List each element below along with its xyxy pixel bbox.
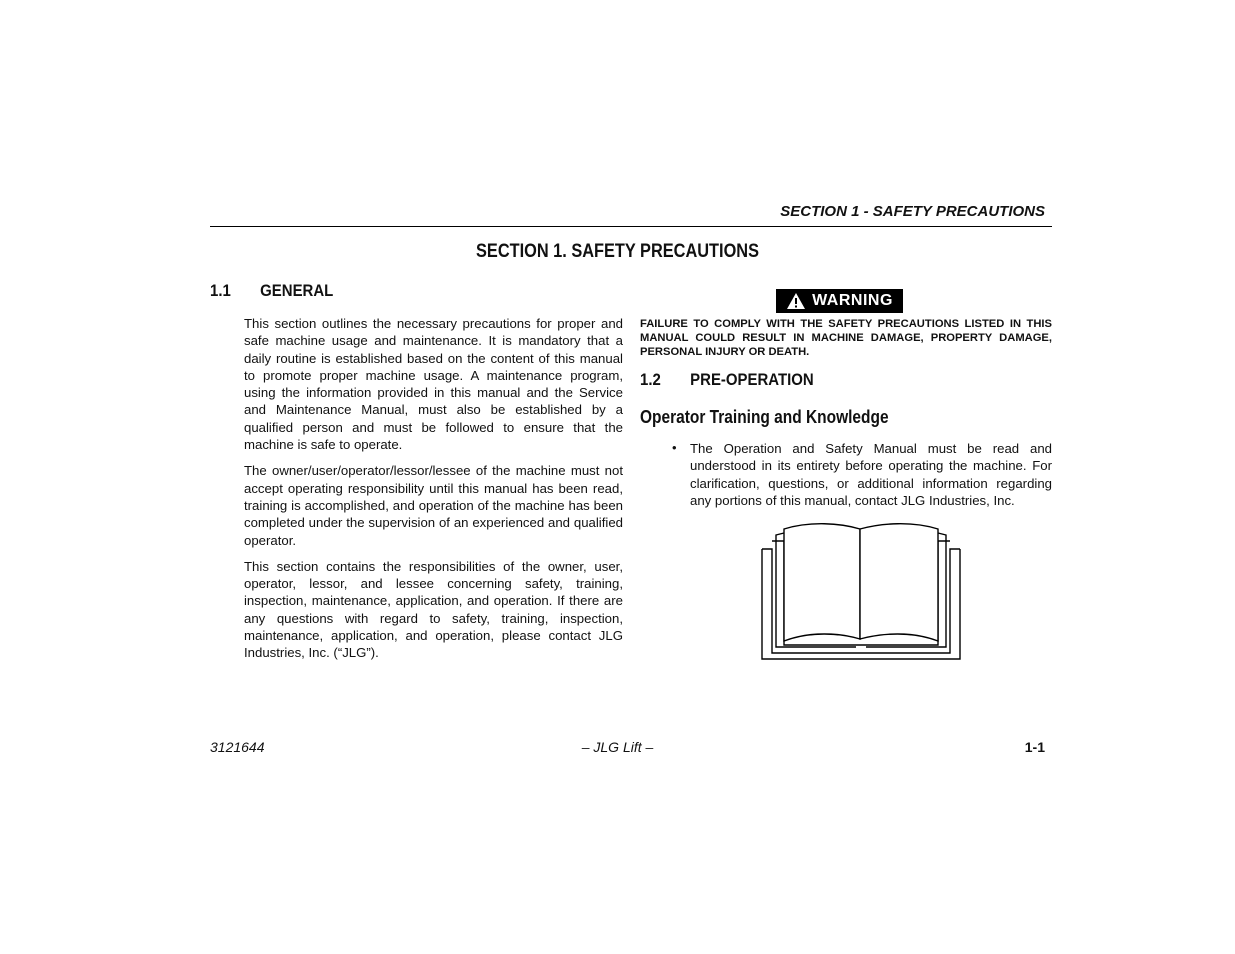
section-number: 1.2: [640, 370, 661, 389]
general-paragraph-1: This section outlines the necessary precautions for proper and safe machine usage and maintenance. It is mandatory that a daily routine is established based on the content of this manual to promote proper machine usage. A maintenance program, using the information provided in this manual and the Service and Maintenance Manual, must also be established by a qualified person and must be followed to ensure that the machine is safe to operate.: [244, 316, 623, 453]
warning-label: WARNING: [812, 292, 893, 309]
doc-number: 3121644: [210, 739, 265, 755]
header-divider: [210, 226, 1052, 227]
warning-text: FAILURE TO COMPLY WITH THE SAFETY PRECAUTIONS LISTED IN THIS MANUAL COULD RESULT IN MACHINE DAMAGE, PROPERTY DAMAGE, PERSONAL INJURY OR DEATH.: [640, 318, 1052, 358]
general-paragraph-3: This section contains the responsibilities of the owner, user, operator, lessor, and lessee concerning safety, training, inspection, maintenance, application, and operation. If there are any questions with regard to safety, training, inspection, maintenance, application, and operation, please contact JLG Industries, Inc. (“JLG”).: [244, 558, 623, 661]
bullet-marker: •: [672, 440, 677, 455]
section-heading-general: [210, 281, 333, 301]
footer-brand: – JLG Lift –: [581, 739, 654, 755]
warning-badge: [776, 289, 903, 313]
section-number: 1.1: [210, 281, 231, 300]
page-title: SECTION 1. SAFETY PRECAUTIONS: [476, 241, 759, 262]
list-item: The Operation and Safety Manual must be read and understood in its entirety before operating the machine. For clarification, questions, or additional information regarding any portions of this manual, contact JLG Industries, Inc.: [690, 441, 1052, 508]
running-header: SECTION 1 - SAFETY PRECAUTIONS: [780, 203, 1045, 220]
open-book-icon: [760, 519, 964, 668]
section-heading-pre-operation: [640, 370, 814, 390]
subheading-operator-training: Operator Training and Knowledge: [640, 407, 889, 427]
page-number: 1-1: [1024, 739, 1045, 755]
section-title: PRE-OPERATION: [690, 370, 814, 389]
warning-triangle-icon: [786, 292, 806, 310]
general-paragraph-2: The owner/user/operator/lessor/lessee of the machine must not accept operating responsibility until this manual has been read, training is accomplished, and operation of the machine has been completed under the supervision of an experienced and qualified operator.: [244, 463, 623, 548]
general-body: [244, 315, 623, 671]
section-title: GENERAL: [260, 281, 334, 300]
